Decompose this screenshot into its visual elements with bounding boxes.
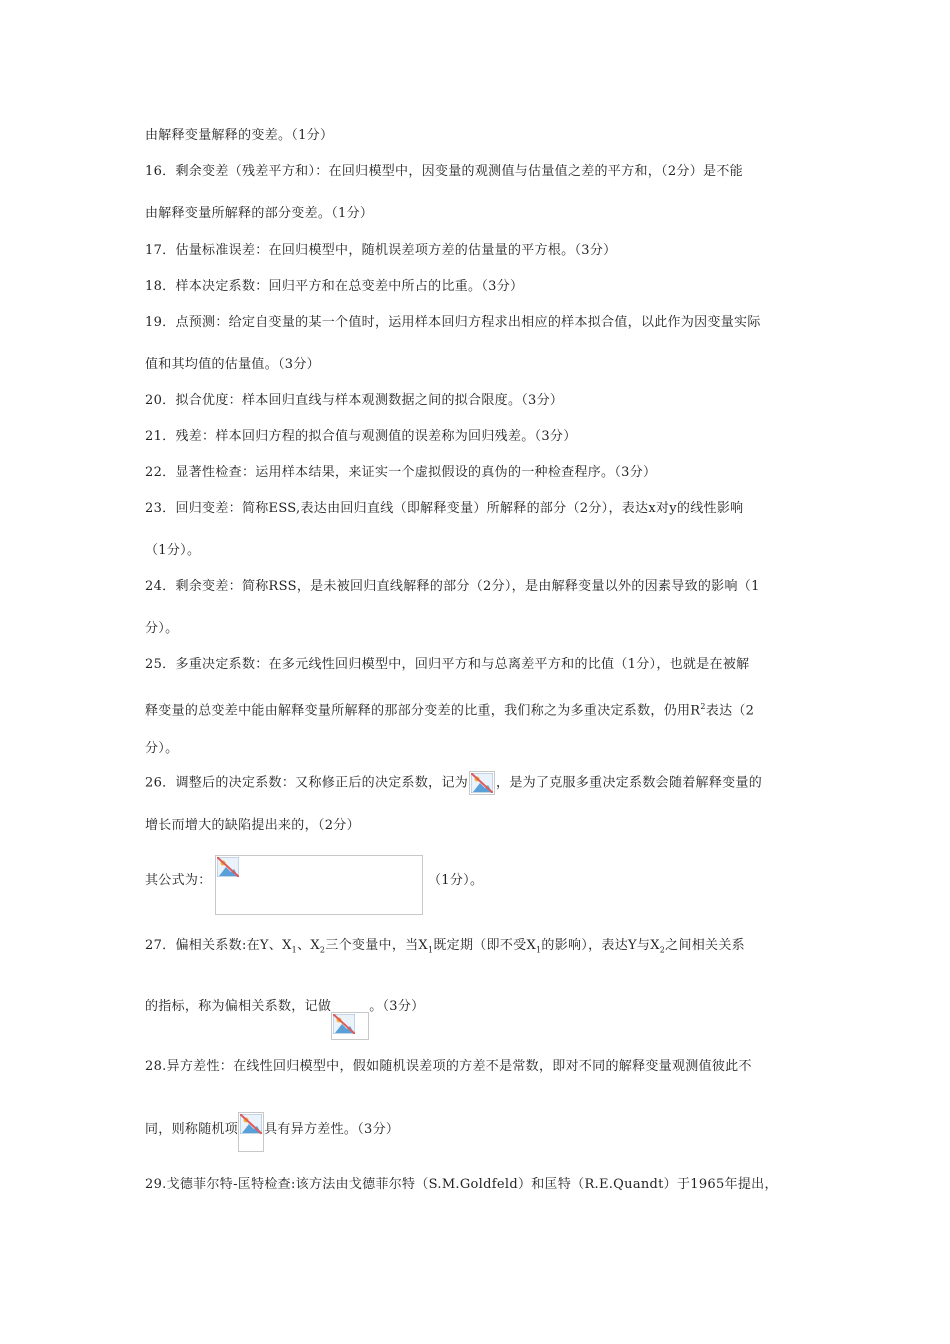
text-line: 由解释变量所解释的部分变差。（1分） xyxy=(145,206,374,221)
definition-28: 28.异方差性：在线性回归模型中，假如随机误差项的方差不是常数，即对不同的解释变量观测值彼此不 xyxy=(145,1059,752,1074)
definition-25: 25．多重决定系数：在多元线性回归模型中，回归平方和与总离差平方和的比值（1分），也就是在被解 xyxy=(145,657,750,672)
definition-23: 23．回归变差：简称ESS,表达由回归直线（即解释变量）所解释的部分（2分），表达x对y的线性影响 xyxy=(145,501,744,516)
text-line: 增长而增大的缺陷提出来的，（2分） xyxy=(145,818,360,833)
text-line: 由解释变量解释的变差。（1分） xyxy=(145,128,334,143)
definition-24: 24．剩余变差：简称RSS，是未被回归直线解释的部分（2分），是由解释变量以外的因素导致的影响（1 xyxy=(145,579,760,594)
definition-20: 20．拟合优度：样本回归直线与样本观测数据之间的拟合限度。（3分） xyxy=(145,393,564,408)
definition-19: 19．点预测：给定自变量的某一个值时，运用样本回归方程求出相应的样本拟合值，以此作为因变量实际 xyxy=(145,315,761,330)
text-line: （1分）。 xyxy=(428,873,484,888)
text-line: 值和其均值的估量值。（3分） xyxy=(145,357,320,372)
definition-21: 21．残差：样本回归方程的拟合值与观测值的误差称为回归残差。（3分） xyxy=(145,429,577,444)
broken-image-icon xyxy=(469,771,495,795)
definition-16: 16．剩余变差（残差平方和）：在回归模型中，因变量的观测值与估量值之差的平方和，（2分）是不能 xyxy=(145,164,743,179)
broken-image-icon xyxy=(238,1112,264,1152)
broken-image-icon xyxy=(331,1012,369,1040)
formula-label: 其公式为： xyxy=(145,873,212,888)
definition-29: 29.戈德菲尔特-匡特检查:该方法由戈德菲尔特（S.M.Goldfeld）和匡特（R.E.Quandt）于1965年提出， xyxy=(145,1177,778,1192)
text-line: （1分）。 xyxy=(145,543,201,558)
definition-17: 17．估量标准误差：在回归模型中，随机误差项方差的估量量的平方根。（3分） xyxy=(145,243,617,258)
text-line: 分）。 xyxy=(145,741,179,756)
formula-image-placeholder xyxy=(215,855,423,915)
text-line: 的指标，称为偏相关系数，记做 。（3分） xyxy=(145,998,424,1040)
definition-22: 22．显著性检查：运用样本结果，来证实一个虚拟假设的真伪的一种检查程序。（3分） xyxy=(145,465,657,480)
definition-26: 26．调整后的决定系数：又称修正后的决定系数，记为 ，是为了克服多重决定系数会随着解释变量的 xyxy=(145,771,762,796)
text-line: 释变量的总变差中能由解释变量所解释的那部分变差的比重，我们称之为多重决定系数，仍用$R^2$表达（2 xyxy=(145,702,755,719)
text-line: 分）。 xyxy=(145,621,179,636)
definition-18: 18．样本决定系数：回归平方和在总变差中所占的比重。（3分） xyxy=(145,279,524,294)
definition-27: 27．偏相关系数:在Y、$X_1$、$X_2$三个变量中，当$X_1$既定期（即不受$X_1$的影响），表达Y与$X_2$之间相关关系 xyxy=(145,938,745,955)
text-line: 同，则称随机项 具有异方差性。（3分） xyxy=(145,1110,399,1150)
